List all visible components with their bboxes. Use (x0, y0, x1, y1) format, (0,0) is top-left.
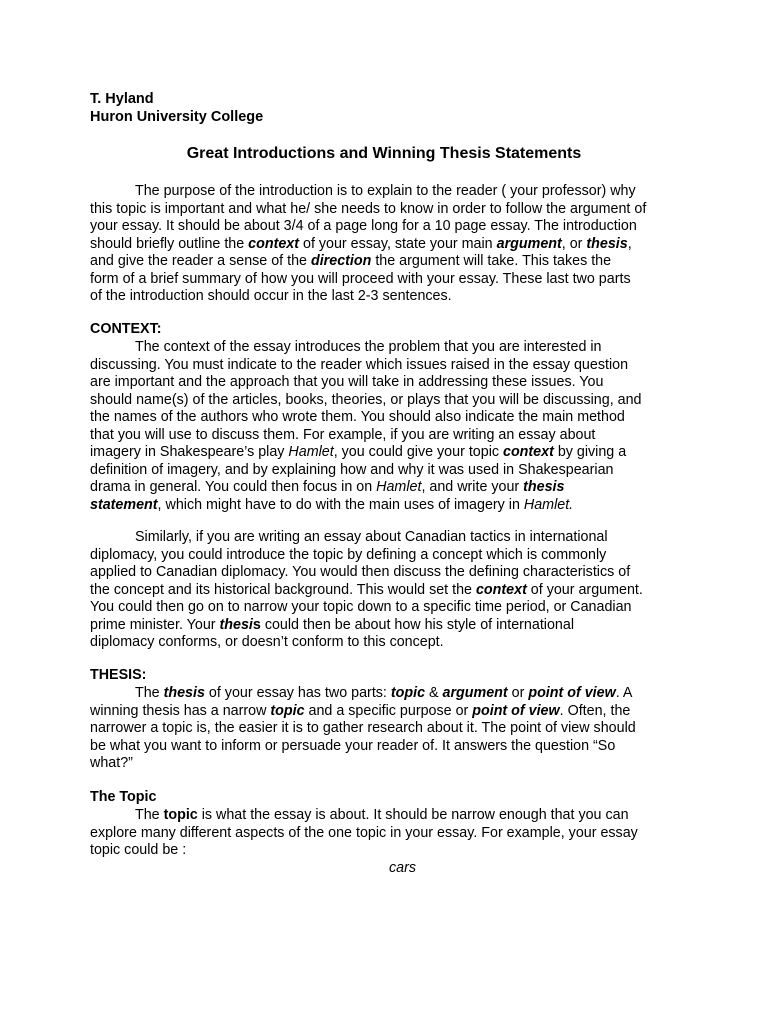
context-line: are important and the approach that you will take in addressing these issues. You (90, 374, 604, 390)
similarly-line (90, 617, 690, 635)
thesis-line (90, 703, 690, 721)
text-run: or (507, 685, 529, 701)
text-run: , and write your (421, 479, 524, 495)
intro-paragraph (90, 183, 690, 306)
text-run: of your argument. (526, 581, 643, 598)
text-run: The (135, 685, 164, 701)
intro-line (90, 253, 690, 271)
text-run: drama in general. You could then focus in on (90, 479, 377, 495)
term-topic: topic (270, 702, 305, 719)
intro-line (90, 236, 690, 254)
context-line: should name(s) of the articles, books, theories, or plays that you will be discussing, and (90, 391, 642, 408)
term-direction: direction (310, 253, 372, 269)
topic-heading: The Topic (90, 789, 157, 805)
text-run: and give the reader a sense of the (90, 253, 311, 269)
text-run: prime minister. Your (90, 616, 220, 633)
intro-line: The purpose of the introduction is to explain to the reader ( your professor) why (135, 183, 636, 199)
term-thesis: thesis (586, 235, 628, 252)
text-run: & (425, 685, 443, 701)
term-point-of-view: point of view (472, 702, 560, 719)
text-run: . Often, the (559, 702, 631, 719)
text-run: should briefly outline the (90, 235, 249, 252)
text-run: . A (615, 685, 633, 701)
text-run: the concept and its historical background. This would set the (90, 581, 476, 598)
intro-line: this topic is important and what he/ she needs to know in order to follow the argument of (90, 200, 647, 217)
author-block (90, 90, 263, 126)
text-run: the argument will take. This takes the (371, 253, 612, 269)
term-context: context (503, 444, 554, 460)
topic-section (90, 789, 690, 877)
text-run: , (627, 235, 632, 252)
text-run: of your essay, state your main (299, 235, 497, 252)
text-run: , or (561, 235, 587, 252)
text-run: , you could give your topic (333, 444, 503, 460)
term-thesis: thesis (523, 479, 565, 495)
context-line: definition of imagery, and by explaining how and why it was used in Shakespearian (90, 461, 614, 478)
context-section (90, 321, 690, 514)
text-run: by giving a (553, 444, 627, 460)
intro-line: form of a brief summary of how you will proceed with your essay. These last two parts (90, 270, 631, 287)
context-line: the names of the authors who wrote them. You should also indicate the main method (90, 409, 625, 425)
title-hamlet: Hamlet (288, 444, 334, 460)
term-statement: statement (90, 496, 158, 513)
term-argument: argument (496, 235, 562, 252)
similarly-line: diplomacy, you could introduce the topic by defining a concept which is commonly (90, 546, 607, 563)
similarly-line: applied to Canadian diplomacy. You would then discuss the defining characteristics of (90, 564, 631, 580)
context-heading: CONTEXT: (90, 321, 162, 337)
thesis-section (90, 667, 690, 773)
thesis-line (90, 685, 690, 703)
document-title: Great Introductions and Winning Thesis Statements (186, 145, 582, 162)
context-line (90, 497, 690, 515)
author-institution: Huron University College (90, 109, 264, 125)
text-run: The (135, 807, 164, 823)
title-hamlet: Hamlet (376, 479, 422, 495)
term-context: context (475, 581, 527, 598)
term-topic: topic (163, 807, 198, 823)
term-point-of-view: point of view (528, 685, 616, 701)
topic-line (90, 807, 690, 825)
similarly-line: Similarly, if you are writing an essay about Canadian tactics in international (135, 529, 608, 545)
similarly-paragraph (90, 529, 690, 652)
context-line: that you will use to discuss them. For example, if you are writing an essay about (90, 426, 596, 443)
text-run: could then be about how his style of international (260, 616, 575, 633)
thesis-line: narrower a topic is, the easier it is to gather research about it. The point of view should (90, 720, 636, 736)
intro-line: your essay. It should be about 3/4 of a page long for a 10 page essay. The introduction (90, 218, 637, 234)
topic-line: explore many different aspects of the one topic in your essay. For example, your essay (90, 824, 638, 841)
similarly-line: You could then go on to narrow your topic down to a specific time period, or Canadian (90, 599, 632, 615)
term-thesis: thesi (219, 616, 253, 633)
intro-line: of the introduction should occur in the last 2-3 sentences. (90, 288, 452, 304)
topic-example: cars (388, 859, 416, 876)
topic-line: topic could be : (90, 842, 187, 858)
thesis-line: what?” (90, 755, 133, 771)
author-name: T. Hyland (90, 91, 154, 107)
term-topic: topic (390, 685, 426, 701)
context-line (90, 444, 690, 462)
text-run: imagery in Shakespeare’s play (90, 444, 289, 460)
term-thesis: thesis (163, 685, 205, 701)
similarly-line (90, 582, 690, 600)
term-argument: argument (442, 685, 508, 701)
term-context: context (248, 235, 300, 252)
text-run: is what the essay is about. It should be narrow enough that you can (197, 807, 629, 823)
context-line: discussing. You must indicate to the reader which issues raised in the essay question (90, 356, 629, 373)
term-thesis-end: s (252, 616, 261, 633)
text-run: winning thesis has a narrow (90, 702, 271, 719)
context-line (90, 479, 690, 497)
title-hamlet: Hamlet. (523, 496, 574, 513)
thesis-heading: THESIS: (90, 667, 147, 683)
similarly-line: diplomacy conforms, or doesn’t conform to this concept. (90, 634, 444, 650)
context-line: The context of the essay introduces the problem that you are interested in (135, 339, 602, 355)
text-run: of your essay has two parts: (204, 685, 391, 701)
text-run: , which might have to do with the main uses of imagery in (157, 496, 524, 513)
thesis-line: be what you want to inform or persuade your reader of. It answers the question “So (90, 737, 616, 754)
text-run: and a specific purpose or (304, 702, 473, 719)
